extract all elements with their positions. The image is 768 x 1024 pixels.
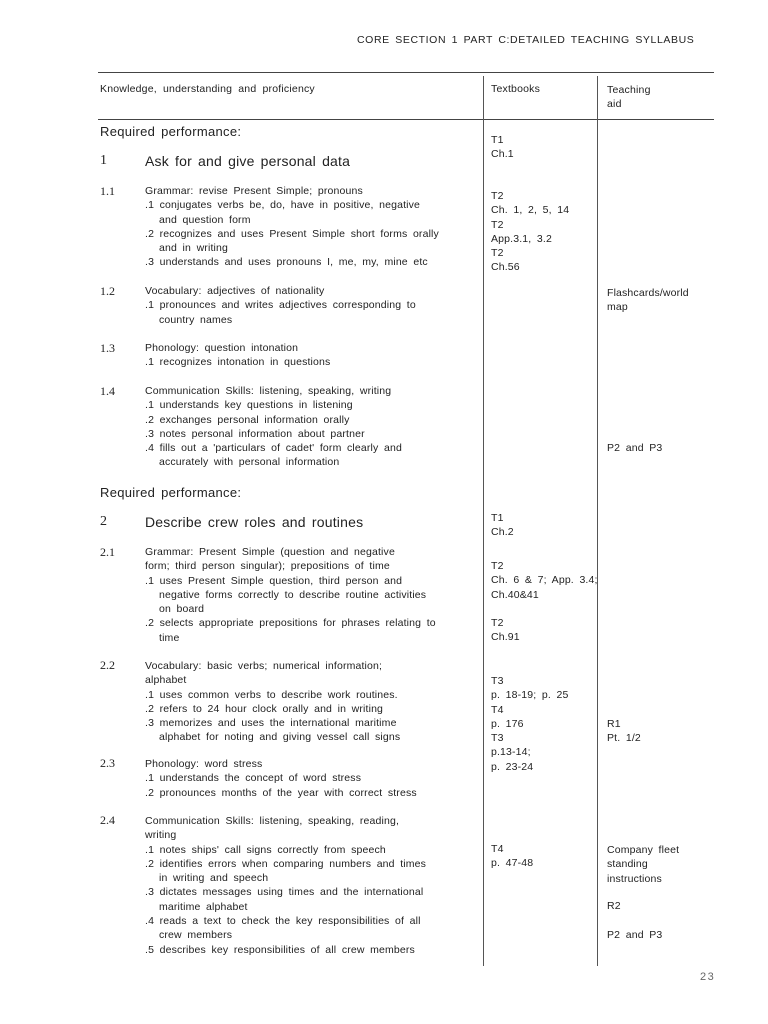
subsection-number: 2.4 bbox=[100, 813, 115, 827]
textbook-ref: T1 Ch.1 bbox=[491, 134, 514, 161]
section-title: Describe crew roles and routines bbox=[145, 514, 364, 530]
teaching-aid: R1 Pt. 1/2 bbox=[607, 718, 641, 745]
subsection-content: Communication Skills: listening, speaking, reading, writing .1 notes ships' call signs correctly from speech .2 identifies errors when comparing numbers and times in writing and speech .3 dictates messages using times and the international maritime alphabet .4 reads a text to check the key responsibilities of all crew members .5 describes key responsibilities of all crew members bbox=[145, 815, 427, 956]
subsection-number: 1.2 bbox=[100, 284, 115, 298]
page-number: 23 bbox=[700, 971, 716, 983]
teaching-aid: Flashcards/world map bbox=[607, 287, 689, 314]
running-header: CORE SECTION 1 PART C:DETAILED TEACHING SYLLABUS bbox=[357, 34, 695, 46]
subsection-number: 2.1 bbox=[100, 545, 115, 559]
subsection-number: 2.3 bbox=[100, 756, 115, 770]
textbook-ref: T1 Ch.2 bbox=[491, 512, 514, 539]
section-title: Ask for and give personal data bbox=[145, 153, 351, 169]
subsection-number: 1.4 bbox=[100, 384, 115, 398]
subsection-number: 2.2 bbox=[100, 658, 115, 672]
subsection-content: Vocabulary: basic verbs; numerical information; alphabet .1 uses common verbs to describe work routines. .2 refers to 24 hour clock orally and in writing .3 memorizes and uses the international maritime alphabet for noting and giving vessel call signs bbox=[145, 660, 401, 744]
column-divider-textbooks bbox=[483, 76, 484, 966]
section-number: 1 bbox=[100, 153, 107, 168]
required-performance-heading: Required performance: bbox=[100, 124, 242, 139]
section-number: 2 bbox=[100, 514, 107, 529]
teaching-aid: Company fleet standing instructions bbox=[607, 844, 680, 885]
table-top-rule bbox=[98, 72, 714, 73]
column-header-aid: Teaching aid bbox=[607, 84, 651, 110]
textbook-ref: T2 Ch. 1, 2, 5, 14 T2 App.3.1, 3.2 T2 Ch.56 bbox=[491, 190, 570, 274]
subsection-number: 1.3 bbox=[100, 341, 115, 355]
subsection-content: Phonology: word stress .1 understands the concept of word stress .2 pronounces months of the year with correct stress bbox=[145, 758, 417, 799]
subsection-content: Phonology: question intonation .1 recognizes intonation in questions bbox=[145, 342, 331, 369]
textbook-ref: T2 Ch.91 bbox=[491, 617, 520, 644]
table-header-rule bbox=[98, 119, 714, 120]
column-divider-aid bbox=[597, 76, 598, 966]
textbook-ref: T4 p. 47-48 bbox=[491, 843, 534, 870]
column-header-textbooks: Textbooks bbox=[491, 83, 541, 95]
subsection-content: Communication Skills: listening, speaking, writing .1 understands key questions in listening .2 exchanges personal information orally .3 notes personal information about partner .4 fills out a 'particulars of cadet' form clearly and accurately with personal information bbox=[145, 385, 402, 469]
subsection-content: Vocabulary: adjectives of nationality .1 pronounces and writes adjectives corresponding to country names bbox=[145, 285, 416, 326]
required-performance-heading: Required performance: bbox=[100, 485, 242, 500]
teaching-aid: P2 and P3 bbox=[607, 442, 663, 454]
subsection-content: Grammar: Present Simple (question and negative form; third person singular); prepositions of time .1 uses Present Simple question, third person and negative forms correctly to describe routine activities on board .2 selects appropriate prepositions for phrases relating to time bbox=[145, 546, 436, 644]
subsection-number: 1.1 bbox=[100, 184, 115, 198]
column-header-knowledge: Knowledge, understanding and proficiency bbox=[100, 83, 315, 95]
textbook-ref: T2 Ch. 6 & 7; App. 3.4; Ch.40&41 bbox=[491, 560, 598, 601]
teaching-aid: R2 bbox=[607, 900, 621, 912]
textbook-ref: T3 p. 18-19; p. 25 T4 p. 176 T3 p.13-14; p. 23-24 bbox=[491, 675, 569, 773]
teaching-aid: P2 and P3 bbox=[607, 929, 663, 941]
subsection-content: Grammar: revise Present Simple; pronouns .1 conjugates verbs be, do, have in positive, negative and question form .2 recognizes and uses Present Simple short forms orally and in writing .3 understands and uses pronouns I, me, my, mine etc bbox=[145, 185, 439, 269]
